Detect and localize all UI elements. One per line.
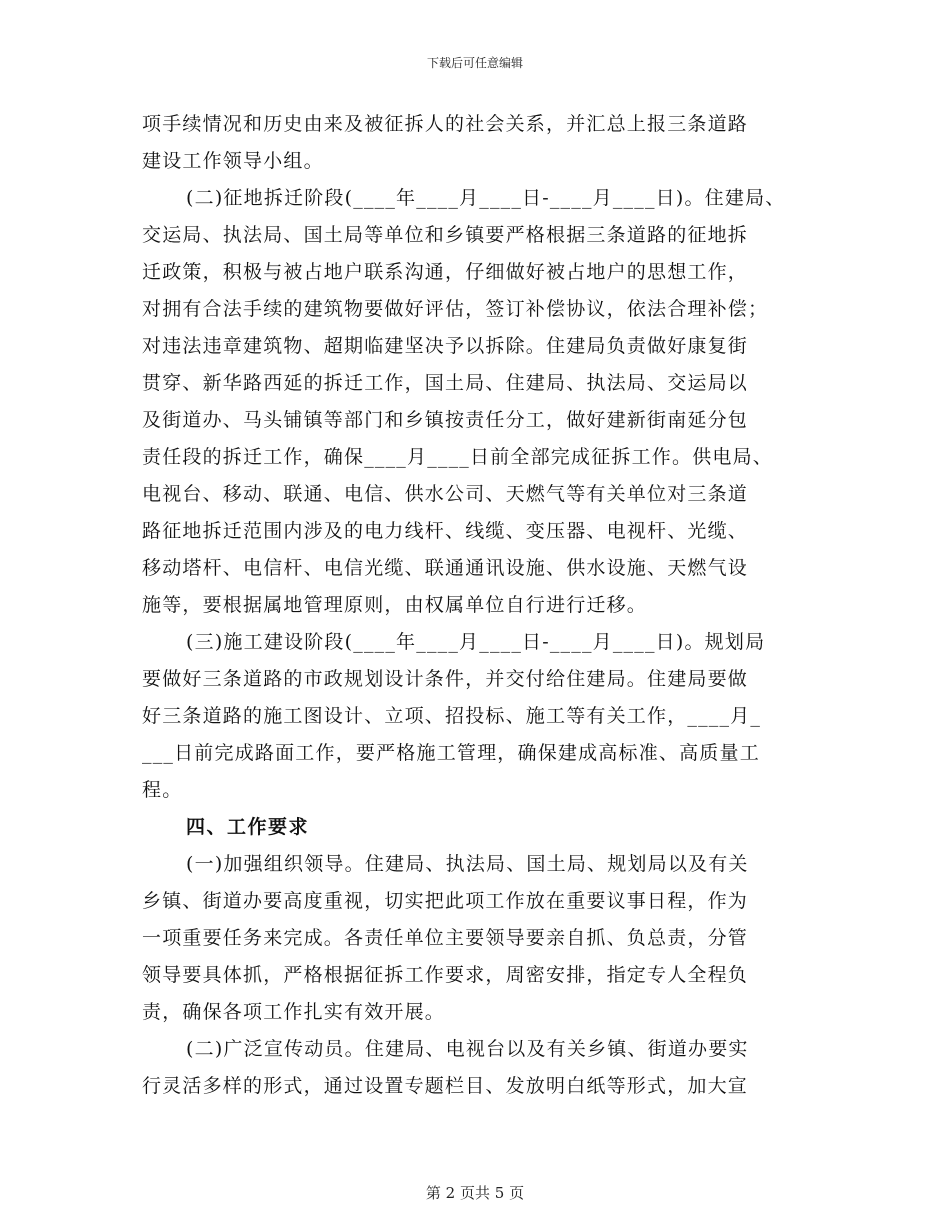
paragraph-line: 责任段的拆迁工作，确保____月____日前全部完成征拆工作。供电局、 [142, 446, 774, 468]
paragraph-line: 对拥有合法手续的建筑物要做好评估，签订补偿协议，依法合理补偿； [142, 298, 769, 320]
paragraph-line: 乡镇、街道办要高度重视，切实把此项工作放在重要议事日程，作为 [142, 890, 749, 912]
paragraph-line: 一项重要任务来完成。各责任单位主要领导要亲自抓、负总责，分管 [142, 927, 749, 949]
paragraph-line: 路征地拆迁范围内涉及的电力线杆、线缆、变压器、电视杆、光缆、 [142, 520, 749, 542]
paragraph-line: (一)加强组织领导。住建局、执法局、国土局、规划局以及有关 [186, 853, 749, 875]
paragraph-line: 好三条道路的施工图设计、立项、招投标、施工等有关工作，____月_ [142, 705, 762, 727]
paragraph-line: (三)施工建设阶段(____年____月____日-____月____日)。规划局 [186, 631, 766, 653]
document-body [142, 106, 810, 1105]
paragraph-line: (二)广泛宣传动员。住建局、电视台以及有关乡镇、街道办要实 [186, 1038, 749, 1060]
paragraph-line: 程。 [142, 779, 183, 801]
paragraph-line: 贯穿、新华路西延的拆迁工作，国土局、住建局、执法局、交运局以 [142, 372, 749, 394]
paragraph-line: ___日前完成路面工作，要严格施工管理，确保建成高标准、高质量工 [142, 742, 760, 764]
paragraph-line: 对违法违章建筑物、超期临建坚决予以拆除。住建局负责做好康复街 [142, 335, 749, 357]
paragraph-line: 移动塔杆、电信杆、电信光缆、联通通讯设施、供水设施、天燃气设 [142, 557, 749, 579]
paragraph-line: 交运局、执法局、国土局等单位和乡镇要严格根据三条道路的征地拆 [142, 224, 749, 246]
paragraph-line: 及街道办、马头铺镇等部门和乡镇按责任分工，做好建新街南延分包 [142, 409, 749, 431]
paragraph-line: 行灵活多样的形式，通过设置专题栏目、发放明白纸等形式，加大宣 [142, 1075, 749, 1097]
paragraph-line: (二)征地拆迁阶段(____年____月____日-____月____日)。住建局、 [186, 187, 786, 209]
paragraph-line: 要做好三条道路的市政规划设计条件，并交付给住建局。住建局要做 [142, 668, 749, 690]
paragraph-line: 项手续情况和历史由来及被征拆人的社会关系，并汇总上报三条道路 [142, 113, 749, 135]
paragraph-line: 领导要具体抓，严格根据征拆工作要求，周密安排，指定专人全程负 [142, 964, 749, 986]
paragraph-line: 迁政策，积极与被占地户联系沟通，仔细做好被占地户的思想工作， [142, 261, 749, 283]
section-heading: 四、工作要求 [186, 816, 310, 838]
page-header: 下载后可任意编辑 [426, 56, 523, 70]
paragraph-line: 施等，要根据属地管理原则，由权属单位自行进行迁移。 [142, 594, 648, 616]
paragraph-line: 责，确保各项工作扎实有效开展。 [142, 1001, 446, 1023]
paragraph-line: 电视台、移动、联通、电信、供水公司、天燃气等有关单位对三条道 [142, 483, 749, 505]
paragraph-line: 建设工作领导小组。 [142, 150, 324, 172]
page-footer: 第 2 页共 5 页 [425, 1184, 525, 1202]
